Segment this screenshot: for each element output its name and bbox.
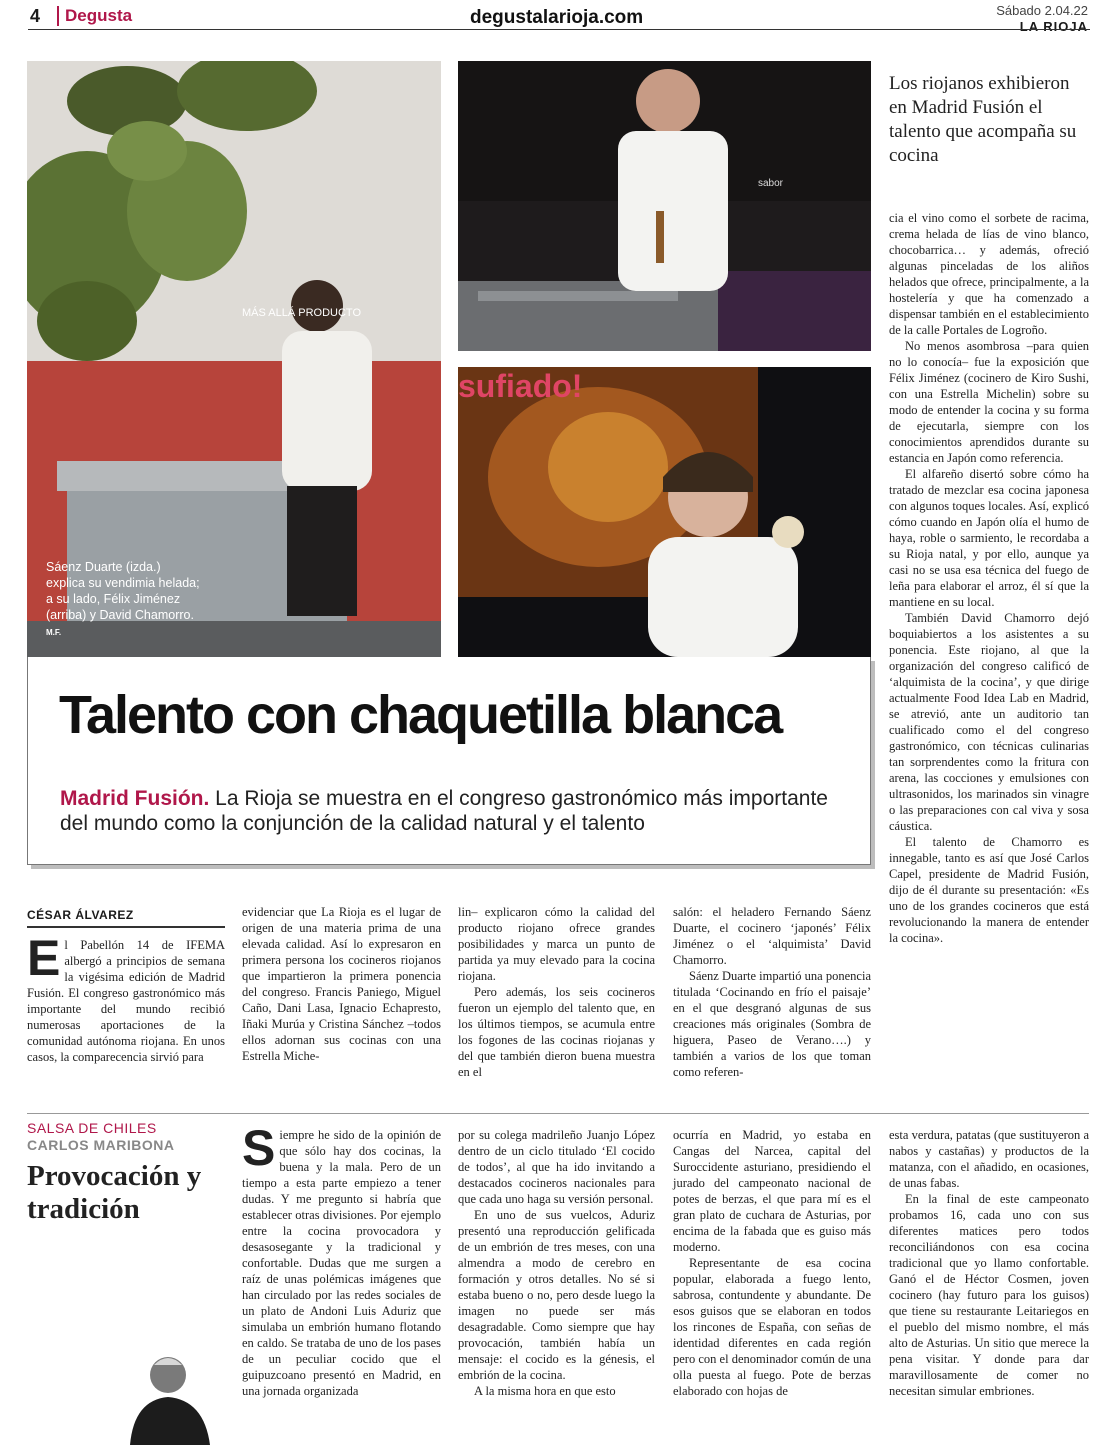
paragraph: salón: el heladero Fernando Sáenz Duarte, el cocinero ‘japonés’ Félix Jiménez o el ‘alquimista’ David Chamorro. (673, 905, 871, 967)
article-subheadline (60, 786, 840, 836)
paragraph: A la misma hora en que esto (474, 1384, 616, 1398)
paragraph: En la final de este campeonato probamos 16, cada uno con sus diferentes matices pero todos reconciliándonos con esa cocina tradicional que yo llamo confortable. Ganó el de Héctor Cosmen, joven cocinero (hay futuro para los guisos) que tiene su restaurante Leitariegos en el pueblo del mismo nombre, el más alto de Asturias. Un sitio que merece la pena visitar. Y donde para dar maravillosamente de comer no necesitan simular embriones. (889, 1192, 1089, 1398)
article-column-3 (458, 904, 655, 1080)
header-rule (28, 29, 1090, 30)
opinion-column-2 (458, 1127, 655, 1399)
screen-text: sufiado! (458, 368, 583, 404)
subheadline-lead: Madrid Fusión. (60, 787, 210, 810)
stage-sign: MÁS ALLÁ PRODUCTO (242, 307, 361, 319)
site-url[interactable]: degustalarioja.com (470, 7, 644, 28)
article-headline: Talento con chaquetilla blanca (59, 685, 782, 745)
paragraph: No menos asombrosa –para quien no lo conocía– fue la exposición que Félix Jiménez (cocinero de Kiro Sushi, con una Estrella Michelin) sobre su modo de entender la cocina y su forma de ejecutarla, siempre con los conocimientos aprendidos durante su estancia en Japón como referencia. (889, 339, 1089, 465)
article-lead-title: Los riojanos exhibieron en Madrid Fusión el talento que acompaña su cocina (889, 73, 1077, 166)
opinion-column-4 (889, 1127, 1089, 1399)
paragraph: Sáenz Duarte impartió una ponencia titulada ‘Cocinando en frío el paisaje’ en el que desgranó algunas de sus creaciones más originales (Sombra de higuera, Paseo de Verano….) y también a varios de los que toman como referen- (673, 969, 871, 1079)
opinion-author: CARLOS MARIBONA (27, 1137, 175, 1153)
paragraph: ocurría en Madrid, yo estaba en Cangas del Narcea, capital del Suroccidente asturiano, presidiendo el jurado del campeonato nacional de potes de berzas, el que para mí es el gran plato de cuchara de Asturias, por encima de la fabada que es guiso más moderno. (673, 1128, 871, 1254)
article-column-1 (27, 930, 225, 1065)
issue-date: Sábado 2.04.22 (996, 3, 1088, 18)
page-number: 4 (30, 6, 41, 26)
paragraph: Pero además, los seis cocineros fueron un ejemplo del talento que, en los últimos tiempos, se acumula entre los fogones de las cocinas riojanas y del que también dieron buena muestra en el (458, 985, 655, 1079)
paragraph: En uno de sus vuelcos, Aduriz presentó una reproducción gelificada de un embrión de tres meses, con una almendra a modo de cerebro en formación y otros detalles. No sé si estaba bueno o no, pero desde luego la imagen no puede ser más desagradable. Como siempre que hay provocación, también había un mensaje: el cocido es la génesis, el embrión de la cocina. (458, 1208, 655, 1382)
paragraph: l Pabellón 14 de IFEMA albergó a principios de semana la vigésima edición de Madrid Fusión. El congreso gastronómico más importante del mundo recibió numerosas aportaciones de la comunidad autónoma riojana. En unos casos, la comparecencia sirvió para (27, 938, 225, 1064)
photo-felix-jimenez (458, 61, 871, 351)
drop-cap: S (242, 1120, 276, 1176)
opinion-column-3 (673, 1127, 871, 1399)
section-divider (27, 1113, 1089, 1114)
subheadline-text: La Rioja se muestra en el congreso gastronómico más importante del mundo como la conjunción de la calidad natural y el talento (60, 787, 828, 835)
article-column-2 (242, 904, 441, 1064)
photo-david-chamorro (458, 367, 871, 657)
opinion-column-label: SALSA DE CHILES (27, 1120, 157, 1136)
article-byline: CÉSAR ÁLVAREZ (27, 908, 134, 922)
opinion-column-1 (242, 1120, 441, 1399)
svg-text:sabor: sabor (758, 178, 784, 189)
paragraph: El talento de Chamorro es innegable, tanto es así que José Carlos Capel, presidente de Madrid Fusión, dijo de él durante su presentación: «Es uno de los grandes cocineros que está revolucionando la manera de entender la cocina». (889, 835, 1089, 945)
article-column-5 (889, 210, 1089, 946)
paragraph: lin– explicaron cómo la calidad del producto riojano ofrece grandes posibilidades y marca un punto de partida ya muy elevado para la cocina riojana. (458, 905, 655, 983)
opinion-title: Provocación y tradición (27, 1160, 202, 1225)
paragraph: evidenciar que La Rioja es el lugar de origen de una materia prima de una elevada calidad. Así lo expresaron en primera persona los cocineros riojanos que impartieron la primera ponencia del congreso. Francis Paniego, Miguel Caño, Dani Lasa, Ignacio Echapresto, Iñaki Murúa y Cristina Sánchez –todos ellos adornan sus cocinas con una Estrella Miche- (242, 905, 441, 1063)
paragraph: por su colega madrileño Juanjo López dentro de un ciclo titulado ‘El cocido de todos’, al que ha ido invitando a destacados cocineros nacionales para que cada uno haga su versión personal. (458, 1128, 655, 1206)
publication-name: LA RIOJA (1019, 19, 1088, 34)
caption-text: Sáenz Duarte (izda.) explica su vendimia helada; a su lado, Félix Jiménez (arriba) y David Chamorro. (46, 560, 200, 622)
section-name[interactable]: Degusta (57, 6, 132, 26)
paragraph: esta verdura, patatas (que sustituyeron a nabos y castañas) y productos de la matanza, con el añadido, en ocasiones, de unas fabas. (889, 1128, 1089, 1190)
author-portrait (120, 1345, 222, 1445)
photo-caption (46, 559, 201, 641)
paragraph: También David Chamorro dejó boquiabiertos a los asistentes a su ponencia. Este riojano, al que la organización del congreso calificó de ‘alquimista de la cocina’, y que dirige actualmente Food Idea Lab en Madrid, se atrevió, ante un auditorio tan cualificado como el del congreso gastronómico, con técnicas culinarias tan sorprendentes como la fritura con arena, las cocciones y emulsiones con ultrasonidos, los marinados sin vinagre o las preparaciones con cal viva y sosa cáustica. (889, 611, 1089, 833)
article-column-4 (673, 904, 871, 1080)
paragraph: Representante de esa cocina popular, elaborada a fuego lento, sabrosa, contundente y abundante. De esos guisos que se elaboran en todos los rincones de España, con señas de identidad diferentes en cada región pero con el denominador común de una olla puesta al fuego. Pote de berzas elaborado con hojas de (673, 1256, 871, 1398)
paragraph: iempre he sido de la opinión de que sólo hay dos cocinas, la buena y la mala. Pero de un tiempo a esta parte empiezo a tener dudas. Y me pregunto si habría que establecer otras divisiones. Por ejemplo entre la cocina provocadora y desasosegante y la tradicional y confortable. Dudas que me surgen a raíz de unas polémicas imágenes que han circulado por las redes sociales de un plato de Andoni Luis Aduriz que simulaba un embrión humano flotando en caldo. Se trataba de uno de los pases de un peculiar cocido que el guipuzcoano presentó en Madrid, en una jornada organizada (242, 1128, 441, 1398)
paragraph: cia el vino como el sorbete de racima, crema helada de lías de vino blanco, chocobarrica… y además, ofreció algunas pinceladas de los aliños helados que ofrece, principalmente, a la hostelería y que ha comenzado a dispensar también en el establecimiento de la calle Portales de Logroño. (889, 211, 1089, 337)
byline-rule (27, 926, 225, 928)
photo-credit: M.F. (46, 628, 62, 637)
paragraph: El alfareño disertó sobre cómo ha tratado de mezclar esa cocina japonesa con algunos toques locales. Así, explicó cómo cuando en Japón olía el humo de haya, roble o sarmiento, le recordaba a su Rioja natal, y por ello, aunque ya casi no se usa esa técnica del fuego de leña para elaborar el arroz, él sí que la mantiene en su local. (889, 467, 1089, 609)
drop-cap: E (27, 930, 61, 986)
